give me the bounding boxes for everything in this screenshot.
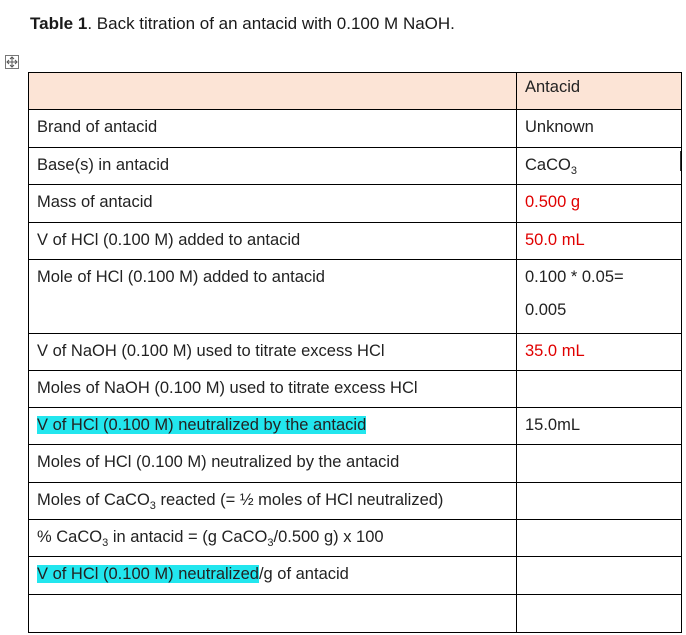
row-value-brand[interactable]: Unknown bbox=[517, 110, 682, 148]
table-row bbox=[29, 110, 682, 148]
row-label-pct-caco3[interactable] bbox=[29, 520, 517, 557]
row-label-v-hcl[interactable]: V of HCl (0.100 M) added to antacid bbox=[29, 223, 517, 260]
pct-c: in antacid = (g CaCO bbox=[108, 528, 268, 546]
table-row bbox=[29, 595, 682, 633]
mol-hcl-calc: 0.100 * 0.05= bbox=[525, 268, 624, 286]
table-caption bbox=[30, 14, 455, 34]
row-value-base[interactable] bbox=[517, 148, 682, 185]
row-label-mass[interactable]: Mass of antacid bbox=[29, 185, 517, 223]
caption-label: Table 1 bbox=[30, 14, 88, 33]
row-value-v-hcl[interactable]: 50.0 mL bbox=[517, 223, 682, 260]
pct-b: 3 bbox=[102, 537, 109, 549]
row-label-mol-hcl[interactable]: Mole of HCl (0.100 M) added to antacid bbox=[29, 260, 517, 334]
table-row bbox=[29, 185, 682, 223]
mol-hcl-result: 0.005 bbox=[525, 301, 567, 319]
highlighted-label: V of HCl (0.100 M) neutralized bbox=[37, 565, 259, 583]
table-row bbox=[29, 260, 682, 334]
row-label-blank[interactable] bbox=[29, 595, 517, 633]
v-per-g-rest: /g of antacid bbox=[258, 565, 349, 583]
table-row bbox=[29, 445, 682, 483]
row-value-mol-caco3[interactable] bbox=[517, 483, 682, 520]
table-row bbox=[29, 223, 682, 260]
base-formula: CaCO bbox=[525, 156, 571, 174]
row-value-pct-caco3[interactable] bbox=[517, 520, 682, 557]
pct-a: % CaCO bbox=[37, 528, 103, 546]
row-label-mol-caco3[interactable] bbox=[29, 483, 517, 520]
table-row bbox=[29, 408, 682, 445]
titration-table bbox=[28, 72, 682, 633]
row-value-v-per-g[interactable] bbox=[517, 557, 682, 595]
pct-e: /0.500 g) x 100 bbox=[273, 528, 384, 546]
table-row bbox=[29, 520, 682, 557]
row-value-v-naoh[interactable]: 35.0 mL bbox=[517, 334, 682, 371]
header-cell-empty[interactable] bbox=[29, 73, 517, 110]
highlighted-label: V of HCl (0.100 M) neutralized by the antacid bbox=[37, 416, 367, 434]
row-label-base[interactable]: Base(s) in antacid bbox=[29, 148, 517, 185]
mol-caco3-sub: 3 bbox=[149, 500, 156, 512]
base-formula-subscript: 3 bbox=[570, 165, 577, 177]
row-label-mol-neut[interactable]: Moles of HCl (0.100 M) neutralized by the antacid bbox=[29, 445, 517, 483]
caption-text: . Back titration of an antacid with 0.100 M NaOH. bbox=[87, 14, 455, 33]
row-label-brand[interactable]: Brand of antacid bbox=[29, 110, 517, 148]
row-value-mol-naoh[interactable] bbox=[517, 371, 682, 408]
row-value-v-neut[interactable]: 15.0mL bbox=[517, 408, 682, 445]
table-row bbox=[29, 483, 682, 520]
pct-d: 3 bbox=[267, 537, 274, 549]
table-row bbox=[29, 334, 682, 371]
mol-caco3-post: reacted (= ½ moles of HCl neutralized) bbox=[155, 491, 444, 509]
row-label-v-neut[interactable] bbox=[29, 408, 517, 445]
row-value-mol-hcl[interactable] bbox=[517, 260, 682, 334]
row-value-mol-neut[interactable] bbox=[517, 445, 682, 483]
row-value-blank[interactable] bbox=[517, 595, 682, 633]
mol-caco3-pre: Moles of CaCO bbox=[37, 491, 150, 509]
table-header-row bbox=[29, 73, 682, 110]
move-arrows-icon[interactable] bbox=[5, 55, 19, 69]
table-row bbox=[29, 371, 682, 408]
row-label-v-per-g[interactable] bbox=[29, 557, 517, 595]
table-row bbox=[29, 557, 682, 595]
row-label-mol-naoh[interactable]: Moles of NaOH (0.100 M) used to titrate excess HCl bbox=[29, 371, 517, 408]
row-label-v-naoh[interactable]: V of NaOH (0.100 M) used to titrate excess HCl bbox=[29, 334, 517, 371]
table-row bbox=[29, 148, 682, 185]
row-value-mass[interactable]: 0.500 g bbox=[517, 185, 682, 223]
header-cell-antacid[interactable]: Antacid bbox=[517, 73, 682, 110]
